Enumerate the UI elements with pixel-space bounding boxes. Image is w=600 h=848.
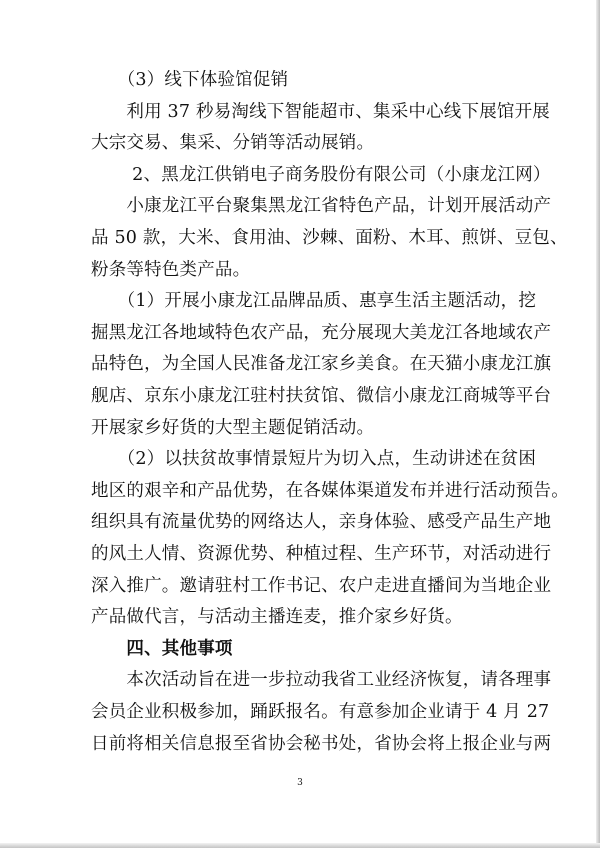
section-heading-other-matters: 四、其他事项: [91, 638, 233, 659]
paragraph-line: 产品做代言，与活动主播连麦，推介家乡好货。: [91, 607, 463, 628]
paragraph-line: 会员企业积极参加，踊跃报名。有意参加企业请于 4 月 27: [91, 702, 550, 722]
section-heading-heilongjiang-supply-ecommerce: 2、黑龙江供销电子商务股份有限公司（小康龙江网）: [91, 164, 551, 185]
paragraph-line: 日前将相关信息报至省协会秘书处，省协会将上报企业与两: [91, 733, 552, 754]
paragraph-line: 品 50 款，大米、食用油、沙棘、面粉、木耳、煎饼、豆包、: [91, 228, 568, 248]
page-number: 3: [297, 778, 303, 789]
paragraph-line: 地区的艰辛和产品优势，在各媒体渠道发布并进行活动预告。: [91, 480, 569, 501]
paragraph-line: （1）开展小康龙江品牌品质、惠享生活主题活动，挖: [91, 291, 537, 312]
paragraph-line: 小康龙江平台聚集黑龙江省特色产品，计划开展活动产: [91, 196, 552, 217]
paragraph-line: 的风土人情、资源优势、种植过程、生产环节，对活动进行: [91, 544, 552, 564]
paragraph-line: 利用 37 秒易淘线下智能超市、集采中心线下展馆开展: [91, 101, 550, 122]
paragraph-line: 深入推广。邀请驻村工作书记、农户走进直播间为当地企业: [91, 575, 552, 596]
paragraph-line: （2）以扶贫故事情景短片为切入点，生动讲述在贫困: [91, 449, 537, 470]
paragraph-line: 掘黑龙江各地域特色农产品，充分展现大美龙江各地域农产: [91, 322, 552, 343]
paragraph-line: 本次活动旨在进一步拉动我省工业经济恢复，请各理事: [91, 670, 552, 691]
paragraph-line: 大宗交易、集采、分销等活动展销。: [91, 133, 375, 154]
page-edge-shadow-right: [596, 0, 600, 848]
paragraph-line: 粉条等特色类产品。: [91, 259, 251, 280]
paragraph-line: 品特色，为全国人民准备龙江家乡美食。在天猫小康龙江旗: [91, 354, 552, 375]
subsection-heading-offline-experience-store: （3）线下体验馆促销: [91, 70, 289, 90]
page-edge-shadow-bottom: [0, 843, 600, 848]
paragraph-line: 开展家乡好货的大型主题促销活动。: [91, 417, 375, 438]
paragraph-line: 舰店、京东小康龙江驻村扶贫馆、微信小康龙江商城等平台: [91, 386, 552, 406]
paragraph-line: 组织具有流量优势的网络达人，亲身体验、感受产品生产地: [91, 512, 552, 533]
